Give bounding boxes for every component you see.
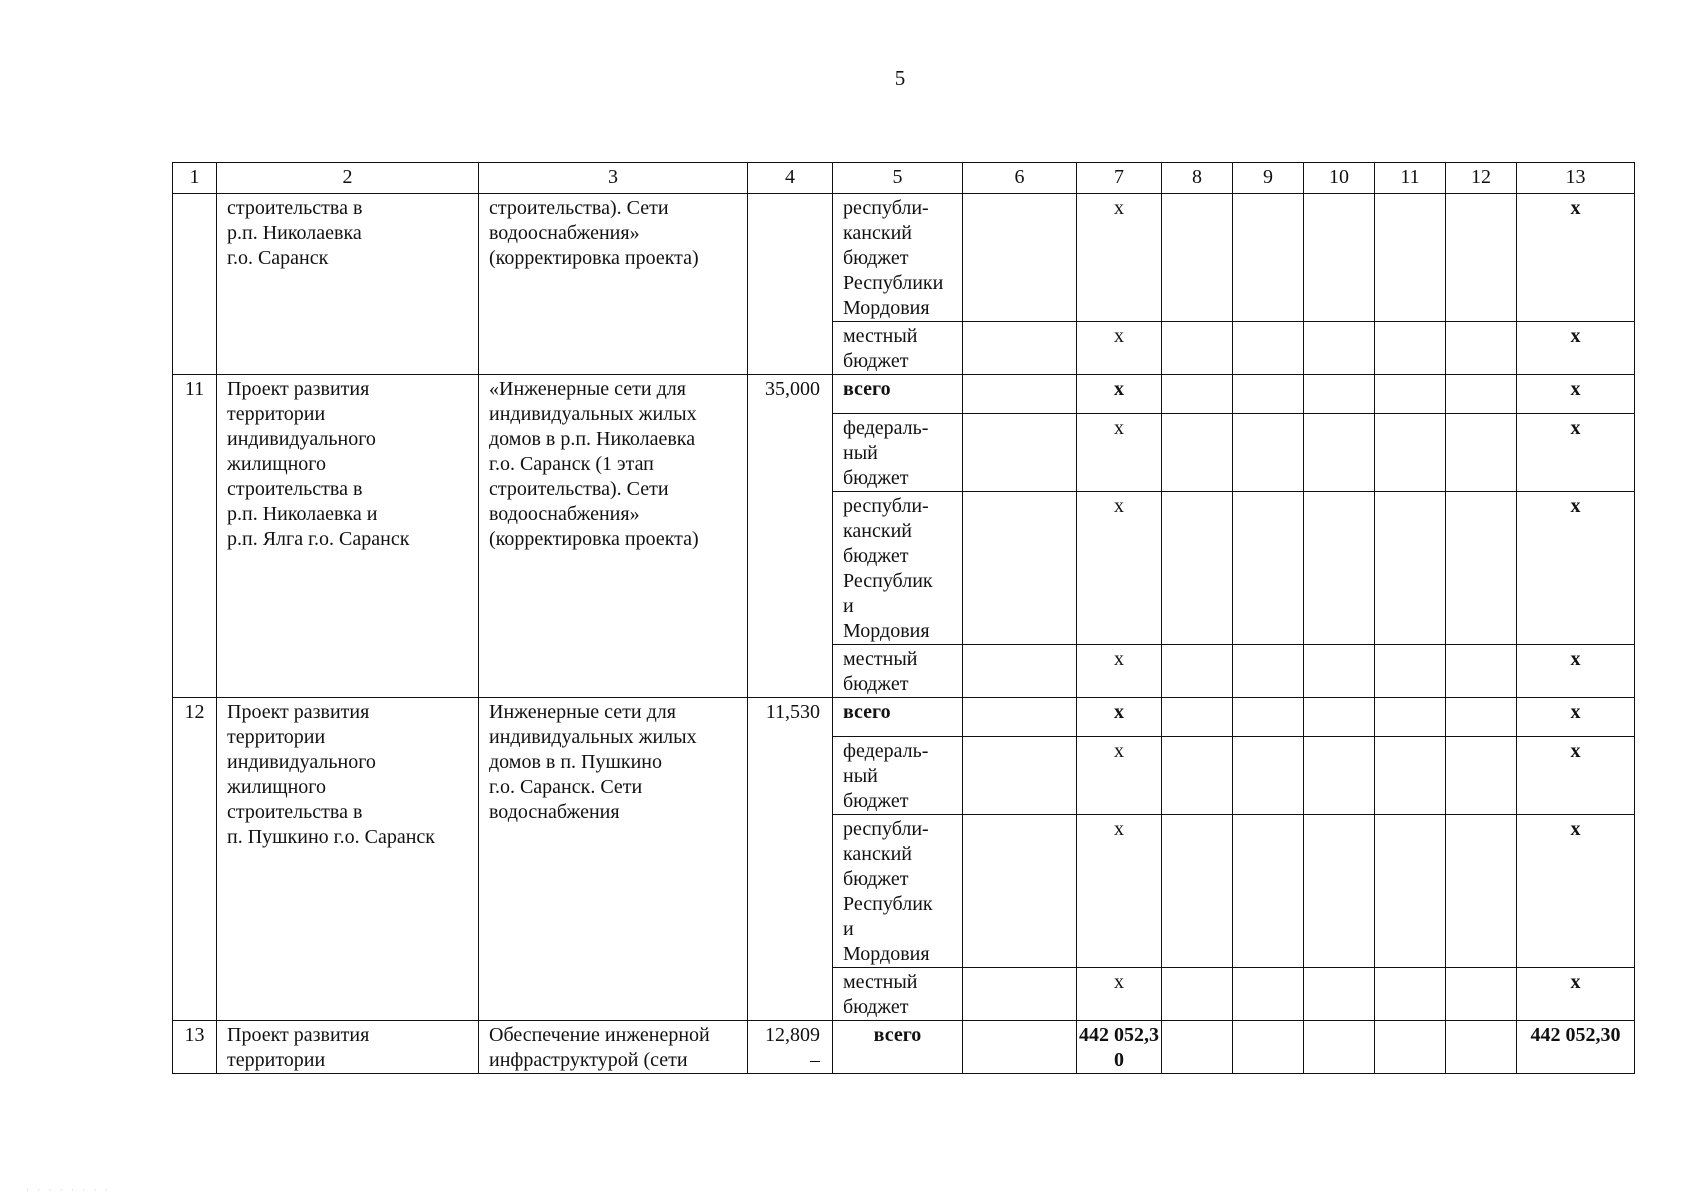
- funding-source-cell: местный бюджет: [833, 645, 963, 698]
- x-mark: x: [1077, 698, 1162, 737]
- header-cell: 11: [1375, 163, 1446, 194]
- funding-source-cell: республи- канский бюджет Республики Мордовия: [833, 194, 963, 322]
- empty-cell: [1446, 645, 1517, 698]
- empty-cell: [963, 375, 1077, 414]
- empty-cell: [1162, 492, 1233, 645]
- empty-cell: [963, 194, 1077, 322]
- empty-cell: [1304, 1021, 1375, 1074]
- value-cell: [748, 194, 833, 375]
- header-cell: 3: [479, 163, 748, 194]
- empty-cell: [1304, 645, 1375, 698]
- project-name-cell: строительства в р.п. Николаевка г.о. Саранск: [217, 194, 479, 375]
- funding-source-cell: республи- канский бюджет Республик и Мордовия: [833, 815, 963, 968]
- table-row: [173, 375, 1635, 414]
- x-mark: x: [1517, 322, 1635, 375]
- empty-cell: [1233, 194, 1304, 322]
- header-cell: 4: [748, 163, 833, 194]
- empty-cell: [1233, 968, 1304, 1021]
- empty-cell: [1446, 737, 1517, 815]
- empty-cell: [963, 645, 1077, 698]
- empty-cell: [1162, 645, 1233, 698]
- x-mark: x: [1077, 815, 1162, 968]
- project-description-cell: строительства). Сети водооснабжения» (корректировка проекта): [479, 194, 748, 375]
- total-amount-col13: 442 052,30: [1517, 1021, 1635, 1074]
- empty-cell: [1375, 322, 1446, 375]
- funding-source-cell: федераль- ный бюджет: [833, 737, 963, 815]
- x-mark: x: [1077, 645, 1162, 698]
- x-mark: x: [1517, 737, 1635, 815]
- project-name-cell: Проект развития территории: [217, 1021, 479, 1074]
- row-number-cell: [173, 194, 217, 375]
- value-cell: 12,809 –: [748, 1021, 833, 1074]
- x-mark: x: [1517, 375, 1635, 414]
- empty-cell: [1375, 414, 1446, 492]
- project-name-cell: Проект развития территории индивидуального жилищного строительства в р.п. Николаевка и р.п. Ялга г.о. Саранск: [217, 375, 479, 698]
- x-mark: x: [1517, 492, 1635, 645]
- empty-cell: [1162, 737, 1233, 815]
- empty-cell: [1446, 698, 1517, 737]
- x-mark: x: [1077, 492, 1162, 645]
- empty-cell: [1375, 492, 1446, 645]
- header-cell: 5: [833, 163, 963, 194]
- empty-cell: [1233, 698, 1304, 737]
- empty-cell: [1233, 375, 1304, 414]
- empty-cell: [1375, 1021, 1446, 1074]
- funding-source-total: всего: [833, 1021, 963, 1074]
- header-cell: 7: [1077, 163, 1162, 194]
- empty-cell: [1375, 698, 1446, 737]
- table-row: [173, 698, 1635, 737]
- financing-table: [172, 162, 1635, 1074]
- row-number-cell: 11: [173, 375, 217, 698]
- empty-cell: [1233, 815, 1304, 968]
- header-cell: 9: [1233, 163, 1304, 194]
- column-number-header: [173, 163, 1635, 194]
- empty-cell: [1304, 815, 1375, 968]
- x-mark: x: [1517, 698, 1635, 737]
- x-mark: x: [1077, 414, 1162, 492]
- project-description-cell: Инженерные сети для индивидуальных жилых домов в п. Пушкино г.о. Саранск. Сети водоснабжения: [479, 698, 748, 1021]
- x-mark: x: [1517, 414, 1635, 492]
- empty-cell: [1446, 492, 1517, 645]
- empty-cell: [1233, 645, 1304, 698]
- x-mark: x: [1077, 968, 1162, 1021]
- row-number-cell: 13: [173, 1021, 217, 1074]
- empty-cell: [1446, 1021, 1517, 1074]
- empty-cell: [1162, 322, 1233, 375]
- empty-cell: [1162, 194, 1233, 322]
- table-row: [173, 194, 1635, 322]
- row-number-cell: 12: [173, 698, 217, 1021]
- empty-cell: [1233, 322, 1304, 375]
- funding-source-total: всего: [833, 375, 963, 414]
- scan-artifact: · · · · · · · ·: [26, 1185, 111, 1195]
- header-cell: 1: [173, 163, 217, 194]
- empty-cell: [1375, 645, 1446, 698]
- empty-cell: [1162, 414, 1233, 492]
- empty-cell: [1446, 375, 1517, 414]
- x-mark: x: [1077, 737, 1162, 815]
- funding-source-cell: федераль- ный бюджет: [833, 414, 963, 492]
- empty-cell: [1375, 194, 1446, 322]
- empty-cell: [963, 414, 1077, 492]
- empty-cell: [963, 698, 1077, 737]
- page-number: 5: [894, 66, 906, 90]
- empty-cell: [1375, 815, 1446, 968]
- empty-cell: [1446, 968, 1517, 1021]
- empty-cell: [1162, 1021, 1233, 1074]
- empty-cell: [1304, 375, 1375, 414]
- funding-source-cell: местный бюджет: [833, 968, 963, 1021]
- empty-cell: [1446, 322, 1517, 375]
- empty-cell: [1304, 968, 1375, 1021]
- empty-cell: [963, 322, 1077, 375]
- total-amount-col7: 442 052,30: [1077, 1021, 1162, 1074]
- x-mark: x: [1077, 194, 1162, 322]
- x-mark: x: [1517, 968, 1635, 1021]
- x-mark: x: [1517, 194, 1635, 322]
- empty-cell: [1304, 492, 1375, 645]
- project-description-cell: Обеспечение инженерной инфраструктурой (сети: [479, 1021, 748, 1074]
- empty-cell: [1304, 194, 1375, 322]
- funding-source-total: всего: [833, 698, 963, 737]
- empty-cell: [1375, 968, 1446, 1021]
- value-cell: 11,530: [748, 698, 833, 1021]
- empty-cell: [1446, 815, 1517, 968]
- header-cell: 2: [217, 163, 479, 194]
- empty-cell: [1375, 737, 1446, 815]
- empty-cell: [1304, 322, 1375, 375]
- project-name-cell: Проект развития территории индивидуального жилищного строительства в п. Пушкино г.о. Саранск: [217, 698, 479, 1021]
- empty-cell: [1162, 815, 1233, 968]
- project-description-cell: «Инженерные сети для индивидуальных жилых домов в р.п. Николаевка г.о. Саранск (1 этап строительства). Сети водооснабжения» (корректировка проекта): [479, 375, 748, 698]
- x-mark: x: [1077, 322, 1162, 375]
- x-mark: x: [1517, 645, 1635, 698]
- empty-cell: [1162, 698, 1233, 737]
- empty-cell: [1162, 968, 1233, 1021]
- empty-cell: [1233, 492, 1304, 645]
- empty-cell: [1162, 375, 1233, 414]
- header-cell: 6: [963, 163, 1077, 194]
- empty-cell: [963, 737, 1077, 815]
- funding-source-cell: местный бюджет: [833, 322, 963, 375]
- header-cell: 13: [1517, 163, 1635, 194]
- header-cell: 8: [1162, 163, 1233, 194]
- x-mark: x: [1517, 815, 1635, 968]
- empty-cell: [963, 1021, 1077, 1074]
- x-mark: x: [1077, 375, 1162, 414]
- empty-cell: [1304, 737, 1375, 815]
- header-cell: 12: [1446, 163, 1517, 194]
- empty-cell: [1233, 737, 1304, 815]
- empty-cell: [963, 492, 1077, 645]
- empty-cell: [1304, 698, 1375, 737]
- empty-cell: [1446, 194, 1517, 322]
- value-cell: 35,000: [748, 375, 833, 698]
- funding-source-cell: республи- канский бюджет Республик и Мордовия: [833, 492, 963, 645]
- empty-cell: [963, 815, 1077, 968]
- empty-cell: [1446, 414, 1517, 492]
- empty-cell: [1233, 414, 1304, 492]
- empty-cell: [1233, 1021, 1304, 1074]
- table-row: [173, 1021, 1635, 1074]
- header-cell: 10: [1304, 163, 1375, 194]
- empty-cell: [1375, 375, 1446, 414]
- empty-cell: [1304, 414, 1375, 492]
- empty-cell: [963, 968, 1077, 1021]
